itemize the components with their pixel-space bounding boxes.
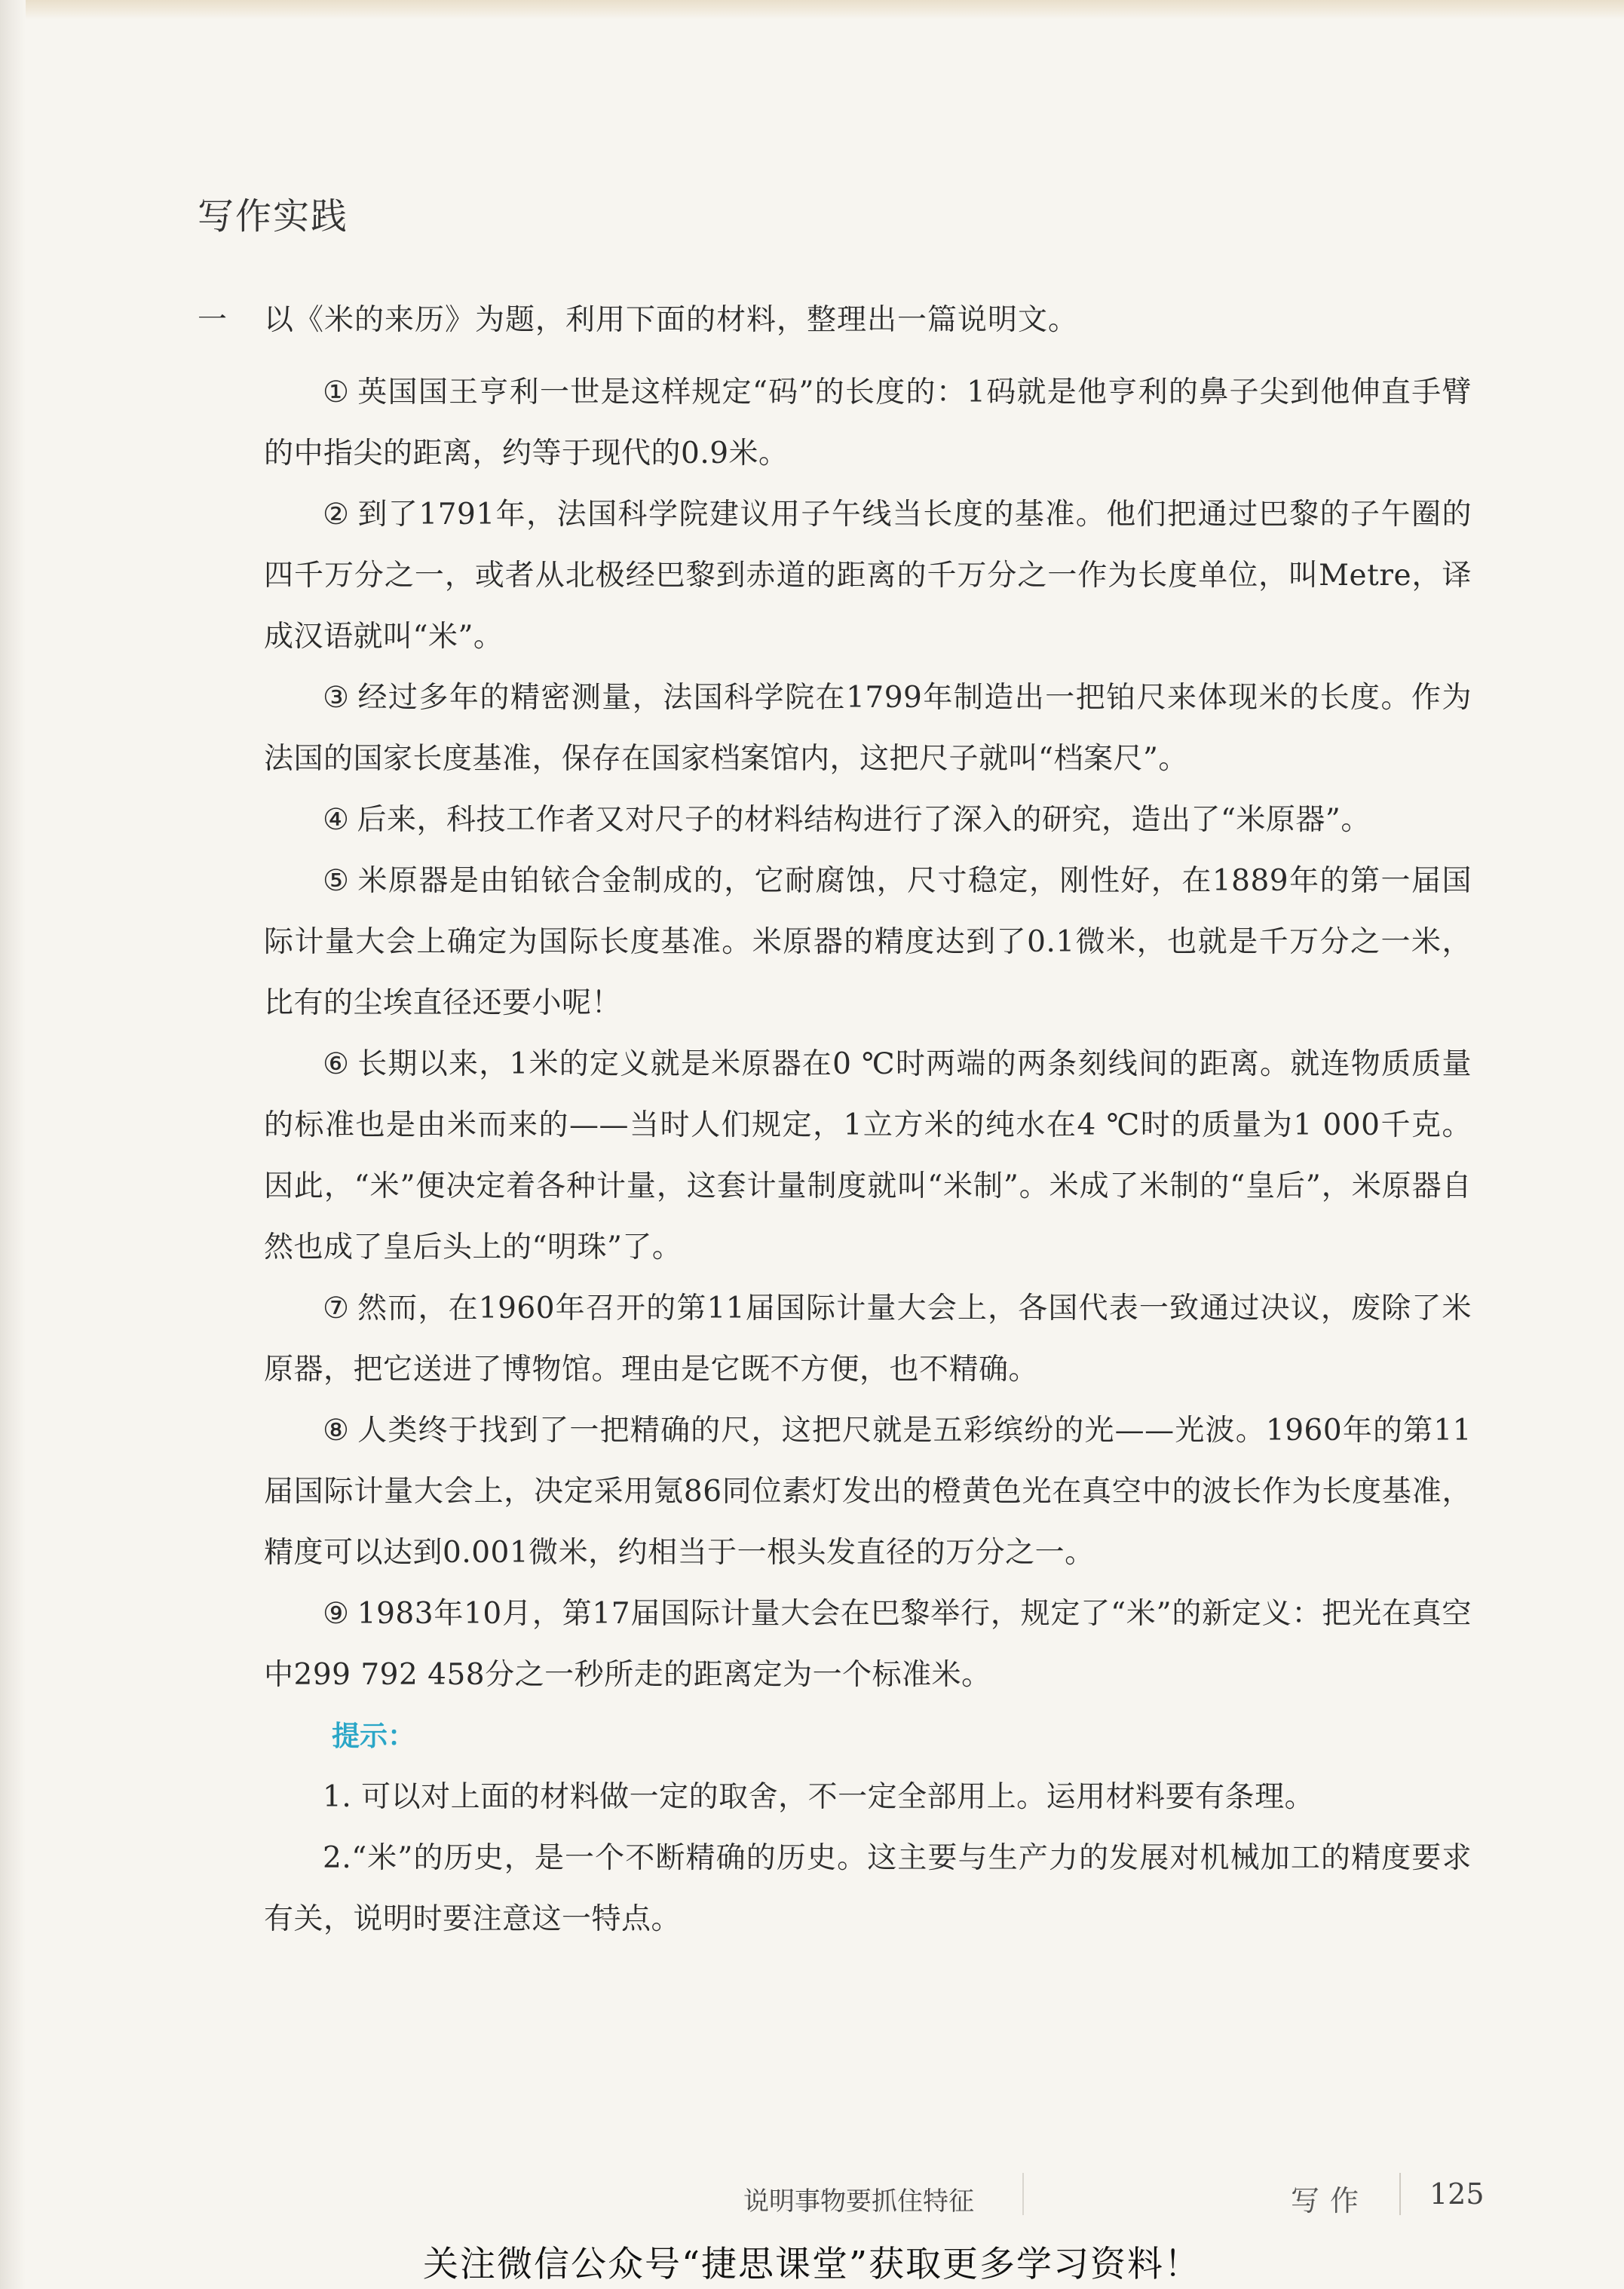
paragraph-text: 英国国王亨利一世是这样规定“码”的长度的：1码就是他亨利的鼻子尖到他伸直手臂的中指尖的距离，约等于现代的0.9米。 xyxy=(264,375,1472,470)
hint-item: 1. 可以对上面的材料做一定的取舍，不一定全部用上。运用材料要有条理。 xyxy=(323,1780,1315,1814)
paragraph-number: ④ xyxy=(323,803,350,837)
material-paragraph xyxy=(264,667,1472,789)
task-number: 一 xyxy=(198,303,228,337)
material-paragraph xyxy=(264,789,1472,850)
material-paragraph xyxy=(264,362,1472,484)
paragraph-text: 然而，在1960年召开的第11届国际计量大会上，各国代表一致通过决议，废除了米原器，把它送进了博物馆。理由是它既不方便，也不精确。 xyxy=(264,1292,1472,1387)
paragraph-number: ③ xyxy=(323,681,351,715)
paragraph-text: 后来，科技工作者又对尺子的材料结构进行了深入的研究，造出了“米原器”。 xyxy=(357,803,1371,837)
watermark-text: 关注微信公众号“捷思课堂”获取更多学习资料！ xyxy=(422,2244,1202,2285)
paragraph-text: 长期以来，1米的定义就是米原器在0 ℃时两端的两条刻线间的距离。就连物质质量的标准也是由米而来的——当时人们规定，1立方米的纯水在4 ℃时的质量为1 000千克。因此，“米”便决定着各种计量，这套计量制度就叫“米制”。米成了米制的“皇后”，米原器自然也成了皇后头上的“明珠”了。 xyxy=(264,1047,1472,1264)
page-number: 125 xyxy=(1429,2177,1485,2211)
footer-divider xyxy=(1022,2173,1024,2215)
paragraph-text: 人类终于找到了一把精确的尺，这把尺就是五彩缤纷的光——光波。1960年的第11届国际计量大会上，决定采用氪86同位素灯发出的橙黄色光在真空中的波长作为长度基准，精度可以达到0.001微米，约相当于一根头发直径的万分之一。 xyxy=(264,1414,1472,1570)
page-footer xyxy=(0,2173,1624,2218)
paragraph-text: 1983年10月，第17届国际计量大会在巴黎举行，规定了“米”的新定义：把光在真空中299 792 458分之一秒所走的距离定为一个标准米。 xyxy=(264,1597,1472,1692)
paragraph-number: ⑦ xyxy=(323,1292,351,1325)
hint-item: 2.“米”的历史，是一个不断精确的历史。这主要与生产力的发展对机械加工的精度要求有关，说明时要注意这一特点。 xyxy=(264,1841,1472,1936)
material-paragraph xyxy=(264,850,1472,1034)
paragraph-number: ⑨ xyxy=(323,1597,350,1631)
footer-divider xyxy=(1399,2173,1401,2215)
footer-unit-label: 写作 xyxy=(1291,2184,1370,2217)
paragraph-number: ① xyxy=(323,375,351,409)
material-paragraph xyxy=(264,1034,1472,1278)
task-text: 以《米的来历》为题，利用下面的材料，整理出一篇说明文。 xyxy=(264,303,1079,337)
paragraph-number: ⑤ xyxy=(323,864,351,898)
material-body xyxy=(264,362,1472,1950)
hint-heading: 提示： xyxy=(332,1720,415,1752)
footer-section-title: 说明事物要抓住特征 xyxy=(743,2186,974,2217)
task-prompt xyxy=(198,302,1479,339)
material-paragraph xyxy=(264,484,1472,667)
paragraph-number: ⑧ xyxy=(323,1414,351,1448)
paragraph-text: 经过多年的精密测量，法国科学院在1799年制造出一把铂尺来体现米的长度。作为法国的国家长度基准，保存在国家档案馆内，这把尺子就叫“档案尺”。 xyxy=(264,681,1472,776)
material-paragraph xyxy=(264,1278,1472,1400)
material-paragraph xyxy=(264,1583,1472,1705)
page-binding-shadow xyxy=(0,0,26,2289)
paragraph-text: 到了1791年，法国科学院建议用子午线当长度的基准。他们把通过巴黎的子午圈的四千万分之一，或者从北极经巴黎到赤道的距离的千万分之一作为长度单位，叫Metre，译成汉语就叫“米”。 xyxy=(264,498,1472,654)
paragraph-number: ⑥ xyxy=(323,1047,351,1081)
paragraph-text: 米原器是由铂铱合金制成的，它耐腐蚀，尺寸稳定，刚性好，在1889年的第一届国际计量大会上确定为国际长度基准。米原器的精度达到了0.1微米，也就是千万分之一米，比有的尘埃直径还要小呢！ xyxy=(264,864,1472,1020)
paragraph-number: ② xyxy=(323,498,351,532)
page-top-edge xyxy=(0,0,1624,20)
section-title: 写作实践 xyxy=(198,195,349,237)
material-paragraph xyxy=(264,1400,1472,1583)
